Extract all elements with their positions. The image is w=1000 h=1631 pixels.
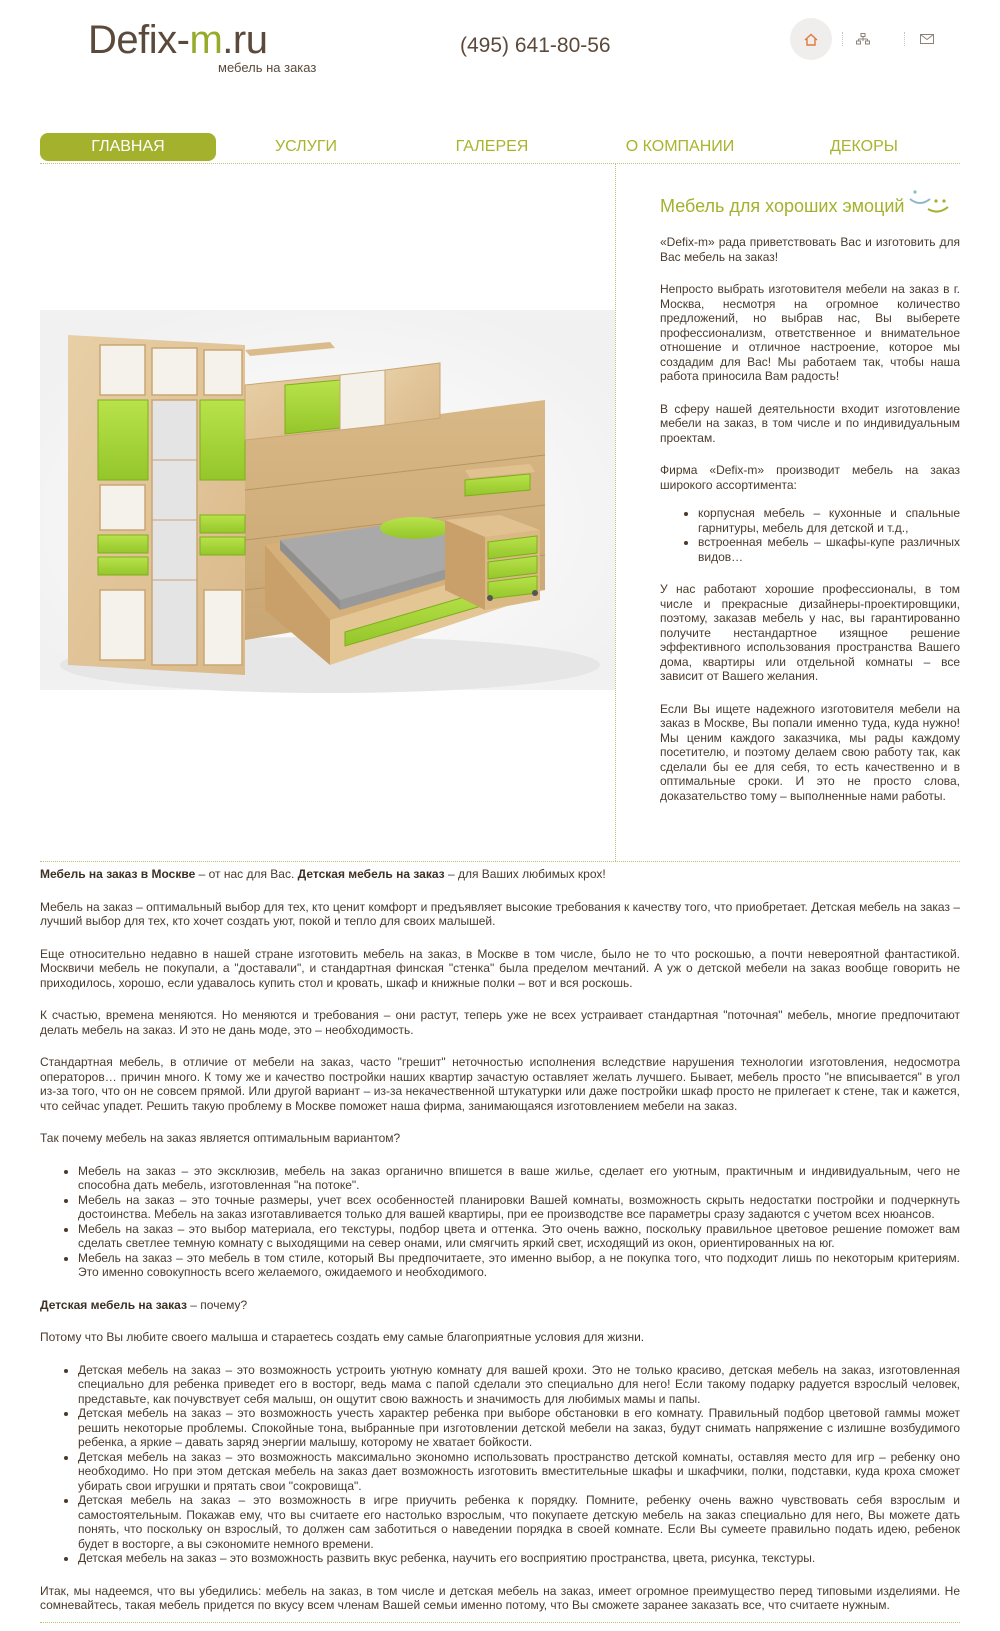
list-item: • Мебель на заказ – это мебель в том стиле, который Вы предпочитаете, это именно выбор, а не покупка того, что подходит лишь по некоторым критериям. Это именно совокупность всего желаемого, ожидаемого и необходимого. xyxy=(78,1251,960,1280)
intro-text-1: – от нас для Вас. xyxy=(195,867,298,881)
benefits-list xyxy=(40,1164,960,1280)
logo-title xyxy=(88,16,267,64)
footer-divider xyxy=(40,1622,960,1623)
icon-separator xyxy=(842,32,843,46)
sidebar-paragraph: «Defix-m» рада приветствовать Вас и изготовить для Вас мебель на заказ! xyxy=(660,235,960,264)
content-divider-horizontal xyxy=(40,861,960,862)
nav-item-decors[interactable]: ДЕКОРЫ xyxy=(830,138,898,155)
subheading-text: – почему? xyxy=(186,1297,248,1312)
list-item: • встроенная мебель – шкафы-купе различных видов… xyxy=(698,535,960,564)
logo-text-right: .ru xyxy=(222,18,268,62)
kids-benefits-list xyxy=(40,1363,960,1566)
list-item: • Детская мебель на заказ – это возможность максимально экономно использовать пространство детской комнаты, оставляя место для игр – ребенку оно необходимо. Но при этом детская мебель на заказ дает возможность изготовить вместительные шкафы и шкафчики, полки, подставки, куда кроха сможет убирать свои игрушки и прятать свои "сокровища". xyxy=(78,1450,960,1494)
logo-text-accent: m xyxy=(189,18,223,62)
list-item: • Детская мебель на заказ – это возможность устроить уютную комнату для вашей крохи. Это не только красиво, детская мебель на заказ, изготовленная специально для ребенка приведет его в восторг, ведь мама с папой сделали это специально для него! Если такому подарку радуется взрослый человек, представьте, как почувствует себя малыш, он ощутит свою важность и значимость для любимых мамы и папы. xyxy=(78,1363,960,1407)
article-subheading xyxy=(40,1298,960,1313)
hero-furniture-image xyxy=(40,170,615,858)
article-paragraph: Еще относительно недавно в нашей стране изготовить мебель на заказ, в Москве в том числе, было не то что роскошью, а почти невероятной фантастикой. Москвичи мебель не покупали, а "доставали", и стандартная финская "стенка" была пределом мечтаний. А уж о детской мебели на заказ вообще говорить не приходилось, хорошо, если удавалось купить стол и кровать, шкаф и книжные полки – вот и вся роскошь. xyxy=(40,946,960,990)
list-item: • Детская мебель на заказ – это возможность учесть характер ребенка при выборе обстановки в его комнату. Правильный подбор цветовой гаммы может решить некоторые проблемы. Спокойные тона, выбранные при изготовлении детской мебели на заказ, будут снимать напряжение с излишне возбудимого ребенка, а яркие – давать заряд энергии малышу, которому не хватает бойкости. xyxy=(78,1406,960,1450)
article-paragraph: К счастью, времена меняются. Но меняются и требования – они растут, теперь уже не всех устраивает стандартная "поточная" мебель, многие предпочитают делать мебель на заказ. И это не дань моде, это – необходимость. xyxy=(40,1008,960,1037)
logo[interactable] xyxy=(88,16,348,76)
sidebar-paragraph: В сферу нашей деятельности входит изготовление мебели на заказ, в том числе и по индивидуальным проектам. xyxy=(660,401,960,445)
phone-number: (495) 641-80-56 xyxy=(460,34,611,57)
list-item: • Детская мебель на заказ – это возможность в игре приучить ребенка к порядку. Помните, ребенку очень важно чувствовать себя взрослым и самостоятельным. Покажав ему, что вы считаете его настолько взрослым, что покупаете детскую мебель на заказ специально для него, Вы можете дать понять, что поскольку он взрослый, то должен сам заботиться о наведении порядка в своей комнате. Если Вы сумеете правильно подать идею, ребенок будет в восторге, а вы сэкономите немного времени. xyxy=(78,1493,960,1551)
article-paragraph: Мебель на заказ – оптимальный выбор для тех, кто ценит комфорт и предъявляет высокие требования к качеству того, что приобретает. Детская мебель на заказ – лучший выбор для тех, кто хочет создать уют, покой и тепло для своих малышей. xyxy=(40,899,960,928)
sidebar-title xyxy=(660,195,960,217)
nav-item-gallery[interactable]: ГАЛЕРЕЯ xyxy=(455,138,529,155)
article-question: Так почему мебель на заказ является оптимальным вариантом? xyxy=(40,1131,401,1145)
subheading-bold: Детская мебель на заказ xyxy=(40,1297,187,1312)
mail-icon[interactable] xyxy=(914,26,940,52)
intro-text-2: – для Ваших любимых крох! xyxy=(444,867,606,881)
smiley-icon xyxy=(906,187,954,217)
intro-bold-1: Мебель на заказ в Москве xyxy=(40,867,196,881)
icon-separator xyxy=(904,32,905,46)
nav-item-services[interactable]: УСЛУГИ xyxy=(274,138,337,155)
sitemap-icon[interactable] xyxy=(850,26,876,52)
list-item: • Мебель на заказ – это эксклюзив, мебель на заказ органично впишется в ваше жилье, сделает его уютным, практичным и индивидуальным, чего не способна дать мебель, изготовленная "на потоке". xyxy=(78,1164,960,1193)
sidebar-list xyxy=(660,506,960,564)
list-item: • Мебель на заказ – это точные размеры, учет всех особенностей планировки Вашей комнаты, возможность скрыть недостатки постройки и подчеркнуть достоинства. Мебель на заказ изготавливается только для вашей квартиры, при ее производстве все параметры сразу задаются с учетом всех нюансов. xyxy=(78,1193,960,1222)
top-icon-bar xyxy=(790,18,970,62)
main-nav xyxy=(40,133,960,164)
nav-item-home[interactable]: ГЛАВНАЯ xyxy=(40,133,216,161)
article-conclusion: Итак, мы надеемся, что вы убедились: мебель на заказ, в том числе и детская мебель на заказ, имеет огромное преимущество перед типовыми изделиями. Не сомневайтесь, такая мебель придется по вкусу всем членам Вашей семьи именно потому, что Вы сможете заранее заказать все, что считаете нужным. xyxy=(40,1583,960,1612)
article-paragraph: Стандартная мебель, в отличие от мебели на заказ, часто "грешит" неточностью исполнения вследствие нарушения технологии изготовления, недосмотра операторов… причин много. К тому же и качество постройки наших квартир зачастую оставляет желать лучшего. Бывает, мебель просто "не вписывается" в угол из-за того, что он не совсем прямой. Или другой вариант – из-за некачественной штукатурки или даже постройки шкаф просто не прилегает к стене, так и кажется, что сейчас упадет. Решить такую проблему в Москве поможет наша фирма, занимающаяся изготовлением мебели на заказ. xyxy=(40,1055,960,1113)
main-article xyxy=(40,867,960,1631)
sidebar-paragraph: У нас работают хорошие профессионалы, в том числе и прекрасные дизайнеры-проектировщики, поэтому, заказав мебель у нас, вы гарантированно получите нестандартное изящное решение эффективного использования пространства Вашего дома, квартиры или отдельной комнаты – все зависит от Вашего желания. xyxy=(660,582,960,683)
logo-text-left: Defix- xyxy=(88,18,190,62)
list-item: • Мебель на заказ – это выбор материала, его текстуры, подбор цвета и оттенка. Это очень важно, поскольку правильное цветовое решение поможет вам сделать светлее темную комнату с выходящими на север онами, или смягчить яркий свет, исходящий из окон, ориентированных на юг. xyxy=(78,1222,960,1251)
intro-sidebar xyxy=(660,195,960,821)
article-paragraph: Потому что Вы любите своего малыша и стараетесь создать ему самые благоприятные условия для жизни. xyxy=(40,1330,645,1344)
content-divider-vertical xyxy=(615,163,616,861)
article-intro xyxy=(40,867,960,882)
sidebar-paragraph: Фирма «Defix-m» производит мебель на заказ широкого ассортимента: xyxy=(660,463,960,492)
list-item: • Детская мебель на заказ – это возможность развить вкус ребенка, научить его восприятию пространства, цвета, рисунка, текстуры. xyxy=(78,1551,960,1566)
nav-item-about[interactable]: О КОМПАНИИ xyxy=(625,138,735,155)
logo-tagline: мебель на заказ xyxy=(218,60,317,75)
home-icon[interactable] xyxy=(790,18,832,60)
sidebar-paragraph: Если Вы ищете надежного изготовителя мебели на заказ в Москве, Вы попали именно туда, куда нужно! Мы ценим каждого заказчика, мы рады каждому посетителю, и поэтому делаем свою работу так, как сделали бы ее для себя, то есть качественно и в оптимальные сроки. И это не просто слова, доказательство тому – выполненные нами работы. xyxy=(660,701,960,803)
list-item: • корпусная мебель – кухонные и спальные гарнитуры, мебель для детской и т.д., xyxy=(698,506,960,535)
intro-bold-2: Детская мебель на заказ xyxy=(297,867,445,881)
sidebar-paragraph: Непросто выбрать изготовителя мебели на заказ в г. Москва, несмотря на огромное количество предложений, но выбрав нас, Вы выберете профессионализм, ответственное и внимательное отношение и отличное настроение, которое мы создадим для Вас! Мы работаем так, чтобы наша работа приносила Вам радость! xyxy=(660,282,960,383)
sidebar-title-text: Мебель для хороших эмоций xyxy=(660,196,905,216)
